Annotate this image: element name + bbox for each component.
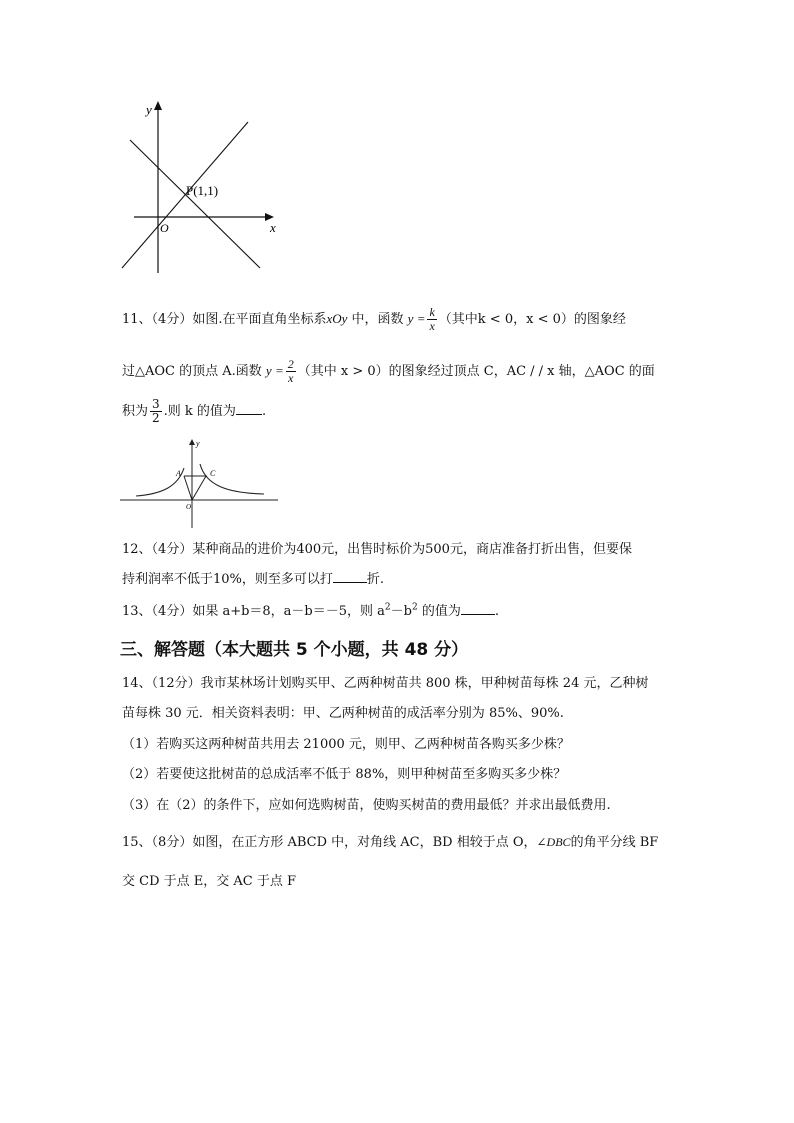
label-o: O (186, 503, 192, 511)
q13-sup2: 2 (411, 602, 418, 613)
triangle-aoc (184, 476, 206, 500)
q11-fraction-2-over-x (286, 358, 296, 385)
label-a: A (176, 469, 181, 478)
q11-fraction-k-over-x (427, 306, 436, 333)
label-origin: O (160, 221, 169, 235)
y-axis-arrow (189, 439, 195, 445)
q11-line1-prefix: 11、（4分）如图.在平面直角坐标系 (122, 312, 327, 327)
q11-line1-suffix: （其中k < 0，x < 0）的图象经 (438, 312, 626, 327)
q11-xoy: xOy (326, 311, 348, 326)
y-axis-arrow (154, 101, 162, 110)
q15-line1-suffix: 的角平分线 BF (570, 835, 659, 850)
frac-num: k (429, 305, 435, 319)
q12-line1: 12、（4分）某种商品的进价为400元，出售时标价为500元，商店准备打折出售，但要保 (122, 542, 632, 557)
label-y: y (146, 102, 152, 117)
q11-line1 (122, 306, 626, 333)
frac-num: 2 (287, 357, 294, 371)
q15-line1-prefix: 15、（8分）如图，在正方形 ABCD 中，对角线 AC，BD 相较于点 O， (122, 835, 537, 850)
frac-num: 3 (152, 397, 160, 411)
figure-coordinate-lines (118, 98, 288, 278)
q11-line2-prefix: 过△AOC 的顶点 A.函数 (122, 364, 262, 379)
q11-line3-prefix: 积为 (122, 404, 149, 419)
label-c: C (210, 469, 216, 478)
q13-mid: －b (390, 604, 412, 619)
q11-line2-suffix: （其中 x > 0）的图象经过顶点 C，AC / / x 轴，△AOC 的面 (297, 364, 655, 379)
q15-line1 (122, 833, 658, 852)
q11-line2-y-eq: y = (265, 363, 284, 378)
q12-line2-suffix: 折. (366, 572, 385, 587)
answer-blank (333, 570, 367, 583)
label-y: y (196, 439, 200, 448)
frac-den: x (288, 371, 294, 385)
frac-den: 2 (152, 411, 160, 425)
q12-line2-prefix: 持利润率不低于10%，则至多可以打 (122, 572, 333, 587)
q15-line2: 交 CD 于点 E，交 AC 于点 F (122, 874, 297, 889)
section-heading: 三、解答题（本大题共 5 个小题，共 48 分） (120, 640, 469, 660)
q14-line1: 14、（12分）我市某林场计划购买甲、乙两种树苗共 800 株，甲种树苗每株 24 元，乙种树 (122, 676, 649, 691)
q13-sup1: 2 (384, 602, 391, 613)
label-x: x (270, 220, 276, 235)
q11-line3: 积为 $\frac{3}{2}$ .则 k 的值为 . (122, 397, 267, 425)
q11-line3-suffix: .则 k 的值为 (163, 404, 236, 419)
line-increasing (122, 122, 248, 268)
q11-y-eq: y = (407, 311, 426, 326)
q14-sub2: （2）若要使这批树苗的总成活率不低于 88%，则甲种树苗至多购买多少株？ (122, 767, 567, 782)
q13-suffix: 的值为 (417, 604, 461, 619)
q12-line2 (122, 570, 384, 589)
q11-line1-mid: 中，函数 (347, 312, 404, 327)
q15-angle: ∠DBC (536, 835, 571, 849)
answer-blank (236, 402, 262, 415)
q14-line2: 苗每株 30 元．相关资料表明：甲、乙两种树苗的成活率分别为 85%、90%. (122, 706, 564, 721)
q13-line: 13、（4分）如果 a+b＝8，a－b＝－5，则 $a^2-b^2$ 的值为 . (122, 602, 499, 619)
q13-prefix: 13、（4分）如果 a+b＝8，a－b＝－5，则 a (122, 604, 385, 619)
figure-hyperbola-triangle (118, 436, 280, 532)
q14-sub3: （3）在（2）的条件下，应如何选购树苗，使购买树苗的费用最低？并求出最低费用. (122, 798, 611, 813)
line-decreasing (130, 140, 260, 268)
frac-den: x (429, 319, 435, 333)
answer-blank (461, 602, 495, 615)
q11-fraction-3-over-2 (150, 398, 162, 425)
q11-line2 (122, 358, 655, 385)
q14-sub1: （1）若购买这两种树苗共用去 21000 元，则甲、乙两种树苗各购买多少株？ (122, 737, 570, 752)
label-point-p: P(1,1) (186, 183, 219, 198)
